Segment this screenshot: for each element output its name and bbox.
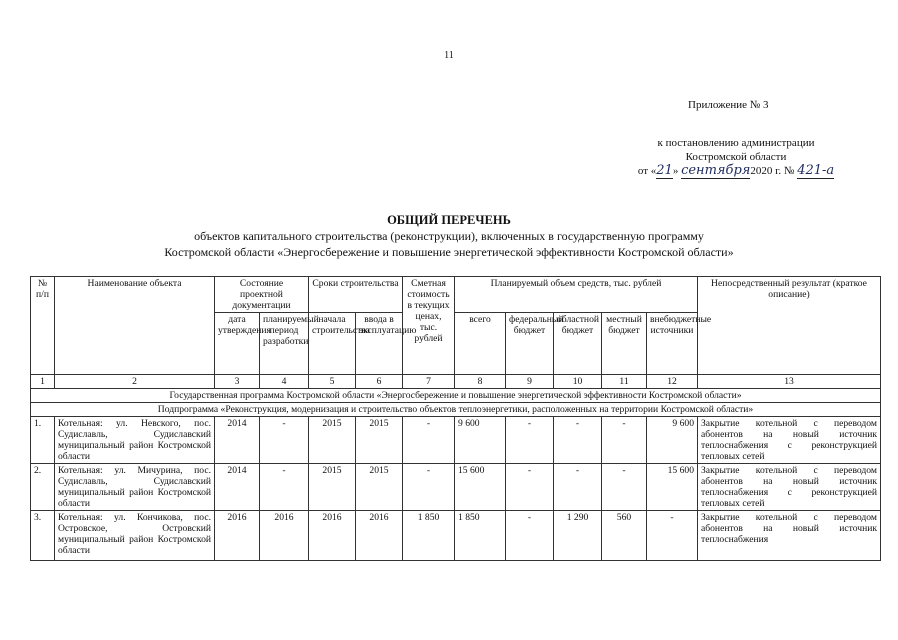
decree-prefix: от «	[637, 165, 657, 177]
column-index: 2	[55, 375, 215, 389]
row-approval: 2014	[215, 417, 260, 464]
row-extra: 15 600	[647, 464, 698, 511]
column-index: 5	[309, 375, 356, 389]
header-estimated-cost: Сметная стоимость в текущих ценах, тыс. рублей	[403, 277, 455, 375]
header-num: № п/п	[31, 277, 55, 375]
column-index-row	[31, 375, 881, 389]
row-planned: -	[260, 417, 309, 464]
column-index: 12	[647, 375, 698, 389]
column-index: 1	[31, 375, 55, 389]
column-index: 10	[554, 375, 602, 389]
header-funds-total: всего	[455, 313, 506, 375]
column-index: 9	[506, 375, 554, 389]
document-title: ОБЩИЙ ПЕРЕЧЕНЬ	[387, 213, 511, 227]
header-name: Наименование объекта	[55, 277, 215, 375]
row-num: 3.	[31, 511, 55, 561]
row-result: Закрытие котельной с переводом абонентов на новый источник теплоснабжения	[698, 511, 881, 561]
row-regional: -	[554, 464, 602, 511]
column-index: 7	[403, 375, 455, 389]
decree-mid: »	[672, 165, 682, 177]
row-total: 1 850	[455, 511, 506, 561]
row-extra: 9 600	[647, 417, 698, 464]
column-index: 13	[698, 375, 881, 389]
decree-month: сентября	[681, 163, 751, 178]
row-local: 560	[602, 511, 647, 561]
column-index: 4	[260, 375, 309, 389]
row-local: -	[602, 464, 647, 511]
objects-table	[30, 276, 881, 561]
decree-line-1: к постановлению администрации	[657, 137, 815, 149]
header-timing: Сроки строительства	[309, 277, 403, 313]
appendix-label: Приложение № 3	[688, 99, 769, 111]
decree-line-3	[600, 164, 872, 179]
table-row	[31, 417, 881, 464]
document-subtitle-line-2: Костромской области «Энергосбережение и повышение энергетической эффективности Костромской области»	[164, 245, 734, 259]
program-row	[31, 389, 881, 403]
column-index: 11	[602, 375, 647, 389]
header-docs-approval: дата утверждения	[215, 313, 260, 375]
row-regional: -	[554, 417, 602, 464]
header-funds-extra: внебюджетные источники	[647, 313, 698, 375]
row-cost: 1 850	[403, 511, 455, 561]
row-extra: -	[647, 511, 698, 561]
row-approval: 2014	[215, 464, 260, 511]
decree-day: 21	[656, 163, 673, 178]
row-local: -	[602, 417, 647, 464]
row-commission: 2015	[356, 417, 403, 464]
row-planned: 2016	[260, 511, 309, 561]
row-planned: -	[260, 464, 309, 511]
row-object-name: Котельная: ул. Невского, пос. Судиславль, Судиславский муниципальный район Костромской области	[55, 417, 215, 464]
header-timing-start: начала строительства	[309, 313, 356, 375]
header-timing-commission: ввода в эксплуатацию	[356, 313, 403, 375]
header-funds-federal: федеральный бюджет	[506, 313, 554, 375]
header-funds: Планируемый объем средств, тыс. рублей	[455, 277, 698, 313]
header-row-1	[31, 277, 881, 313]
subprogram-title: Подпрограмма «Реконструкция, модернизация и строительство объектов теплоэнергетики, расположенных на территории Костромской области»	[31, 403, 881, 417]
row-cost: -	[403, 417, 455, 464]
row-federal: -	[506, 511, 554, 561]
row-federal: -	[506, 417, 554, 464]
header-funds-regional: областной бюджет	[554, 313, 602, 375]
row-start: 2016	[309, 511, 356, 561]
table-row	[31, 464, 881, 511]
row-object-name: Котельная: ул. Мичурина, пос. Судиславль, Судиславский муниципальный район Костромской области	[55, 464, 215, 511]
row-commission: 2015	[356, 464, 403, 511]
page-number: 11	[444, 50, 454, 61]
decree-number: 421-а	[797, 163, 835, 178]
header-funds-local: местный бюджет	[602, 313, 647, 375]
row-start: 2015	[309, 464, 356, 511]
row-total: 15 600	[455, 464, 506, 511]
decree-line-2: Костромской области	[685, 151, 787, 163]
decree-reference	[600, 136, 872, 179]
column-index: 3	[215, 375, 260, 389]
header-docs-state: Состояние проектной документации	[215, 277, 309, 313]
column-index: 6	[356, 375, 403, 389]
row-federal: -	[506, 464, 554, 511]
row-approval: 2016	[215, 511, 260, 561]
row-total: 9 600	[455, 417, 506, 464]
row-regional: 1 290	[554, 511, 602, 561]
header-result: Непосредственный результат (краткое описание)	[698, 277, 881, 375]
column-index: 8	[455, 375, 506, 389]
row-result: Закрытие котельной с переводом абонентов на новый источник теплоснабжения с реконструкцией тепловых сетей	[698, 417, 881, 464]
table-row	[31, 511, 881, 561]
decree-year: 2020 г. №	[750, 165, 798, 177]
subprogram-row	[31, 403, 881, 417]
program-title: Государственная программа Костромской области «Энергосбережение и повышение энергетической эффективности Костромской области»	[31, 389, 881, 403]
row-num: 2.	[31, 464, 55, 511]
row-object-name: Котельная: ул. Кончикова, пос. Островское, Островский муниципальный район Костромской области	[55, 511, 215, 561]
row-start: 2015	[309, 417, 356, 464]
row-result: Закрытие котельной с переводом абонентов на новый источник теплоснабжения с реконструкцией тепловых сетей	[698, 464, 881, 511]
row-commission: 2016	[356, 511, 403, 561]
header-docs-planned: планируемый период разработки	[260, 313, 309, 375]
row-cost: -	[403, 464, 455, 511]
document-subtitle-line-1: объектов капитального строительства (реконструкции), включенных в государственную программу	[194, 229, 704, 243]
row-num: 1.	[31, 417, 55, 464]
